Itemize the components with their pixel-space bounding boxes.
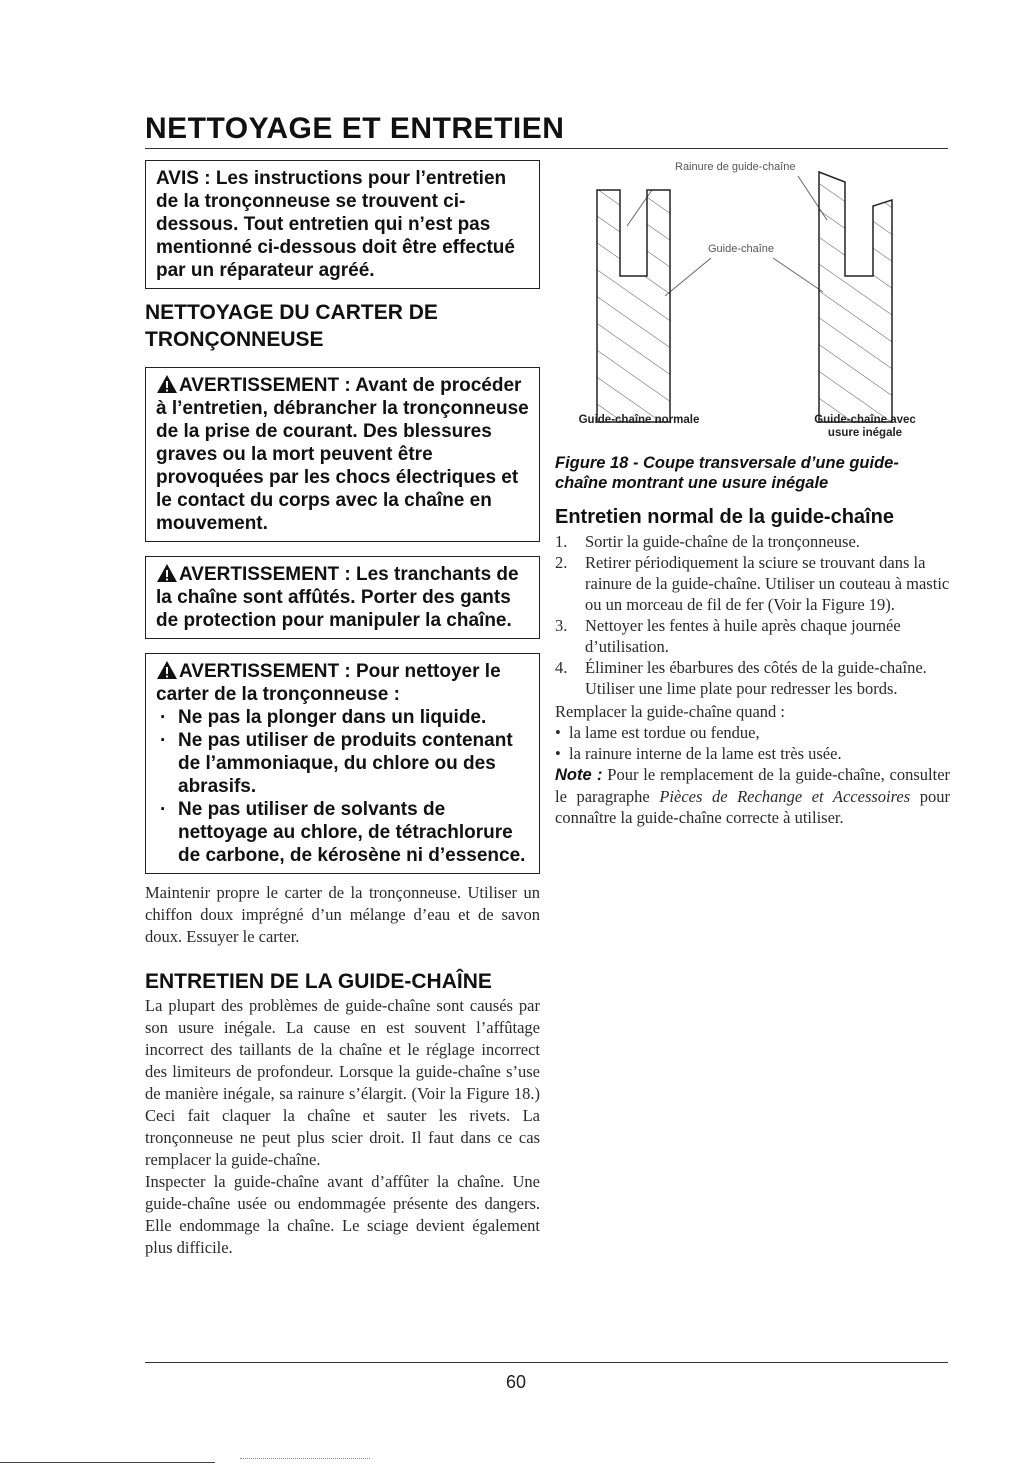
bar-pointer-left (665, 258, 711, 296)
bar-cross-section-svg (555, 160, 950, 445)
bar-pointer-right (773, 258, 823, 292)
normal-bar-section (597, 190, 670, 422)
step-text: Nettoyer les fentes à huile après chaque journée d’utilisation. (585, 616, 901, 656)
note-label: Note : (555, 766, 603, 784)
warning-triangle-icon (156, 374, 178, 394)
step-number: 3. (555, 616, 568, 635)
step-text: Retirer périodiquement la sciure se trouvant dans la rainure de la guide-chaîne. Utiliser un couteau à mastic ou un morceau de fil de fer (Voir la Figure 19). (585, 553, 950, 614)
cleaning-warning-list (156, 706, 529, 867)
guide-paragraph-2: Inspecter la guide-chaîne avant d’affûter la chaîne. Une guide-chaîne usée ou endommagée présente des dangers. Elle endommage la chaîne. Le sciage devient également plus difficile. (145, 1172, 540, 1257)
page-number: 60 (505, 1372, 527, 1392)
note-reference: Pièces de Rechange et Accessoires (659, 787, 911, 806)
warning-triangle-icon (156, 660, 178, 680)
bottom-rule (145, 1362, 948, 1363)
note-text-part2: pour connaître la guide-chaîne correcte à utiliser. (555, 787, 951, 827)
left-column (145, 160, 540, 1259)
list-item: · Ne pas utiliser de produits contenant de l’ammoniaque, du chlore ou des abrasifs. (156, 729, 529, 798)
right-column (555, 160, 950, 828)
list-item (555, 531, 950, 552)
figure-18-diagram (555, 160, 950, 445)
normal-maintenance-title: Entretien normal de la guide-chaîne (555, 506, 894, 528)
note-text-part1: Pour le remplacement de la guide-chaîne, consulter le paragraphe (555, 765, 951, 806)
step-number: 2. (555, 553, 568, 572)
scan-artifact-line (0, 1462, 215, 1463)
list-item: · Ne pas utiliser de solvants de nettoyage au chlore, de tétrachlorure de carbone, de kérosène ni d’essence. (156, 798, 529, 867)
step-text: Éliminer les ébarbures des côtés de la guide-chaîne. Utiliser une lime plate pour redresser les bords. (585, 658, 927, 698)
list-item: · Ne pas la plonger dans un liquide. (156, 706, 529, 729)
label-bar: Guide-chaîne (708, 243, 775, 255)
warning-box-gloves (145, 556, 540, 639)
avis-text: AVIS : Les instructions pour l’entretien de la tronçonneuse se trouvent ci-dessous. Tout entretien qui n’est pas mentionné ci-dessous doit être effectué par un réparateur agréé. (156, 168, 515, 281)
replace-intro: Remplacer la guide-chaîne quand : (555, 702, 785, 721)
warning-triangle-icon (156, 563, 178, 583)
label-groove: Rainure de guide-chaîne (675, 161, 796, 173)
maintenance-steps (555, 531, 950, 699)
page-title: NETTOYAGE ET ENTRETIEN (145, 112, 565, 145)
title-rule (145, 148, 948, 149)
section-title-guide: ENTRETIEN DE LA GUIDE-CHAÎNE (145, 970, 492, 993)
scan-artifact-dots (240, 1458, 370, 1459)
step-text: Sortir la guide-chaîne de la tronçonneuse. (585, 532, 860, 551)
avis-notice-box (145, 160, 540, 289)
step-number: 1. (555, 532, 568, 551)
label-uneven-bar: Guide-chaîne avec usure inégale (814, 414, 916, 439)
warning-box-unplug (145, 367, 540, 542)
replace-conditions-list (555, 722, 950, 764)
warning-text-unplug: AVERTISSEMENT : Avant de procéder à l’entretien, débrancher la tronçonneuse de la prise de courant. Des blessures graves ou la mort peuvent être provoquées par les chocs électriques et le contact du corps avec la chaîne en mouvement. (156, 375, 529, 534)
figure-caption: Figure 18 - Coupe transversale d’une guide-chaîne montrant une usure inégale (555, 454, 899, 492)
warning-text-gloves: AVERTISSEMENT : Les tranchants de la chaîne sont affûtés. Porter des gants de protection pour manipuler la chaîne. (156, 564, 519, 631)
carter-body-text: Maintenir propre le carter de la tronçonneuse. Utiliser un chiffon doux imprégné d’un mélange d’eau et de savon doux. Essuyer le carter. (145, 883, 540, 946)
list-item (555, 552, 950, 615)
worn-bar-section (819, 172, 892, 422)
warning-box-cleaning (145, 653, 540, 874)
section-title-carter: NETTOYAGE DU CARTER DE TRONÇONNEUSE (145, 301, 438, 351)
list-item (555, 657, 950, 699)
guide-paragraph-1: La plupart des problèmes de guide-chaîne sont causés par son usure inégale. La cause en est souvent l’affûtage incorrect des taillants de la chaîne et le réglage incorrect des limiteurs de profondeur. Lorsque la guide-chaîne s’use de manière inégale, sa rainure s’élargit. (Voir la Figure 18.) Ceci fait claquer la chaîne et sauter les rivets. La tronçonneuse ne peut plus scier droit. Il faut dans ce cas remplacer la guide-chaîne. (145, 996, 540, 1169)
replacement-note (555, 764, 950, 828)
label-normal-bar: Guide-chaîne normale (578, 414, 700, 426)
list-item: • la lame est tordue ou fendue, (555, 722, 950, 743)
list-item (555, 615, 950, 657)
list-item: • la rainure interne de la lame est très usée. (555, 743, 950, 764)
warning-text-cleaning-intro: AVERTISSEMENT : Pour nettoyer le carter de la tronçonneuse : (156, 661, 501, 705)
step-number: 4. (555, 658, 568, 677)
